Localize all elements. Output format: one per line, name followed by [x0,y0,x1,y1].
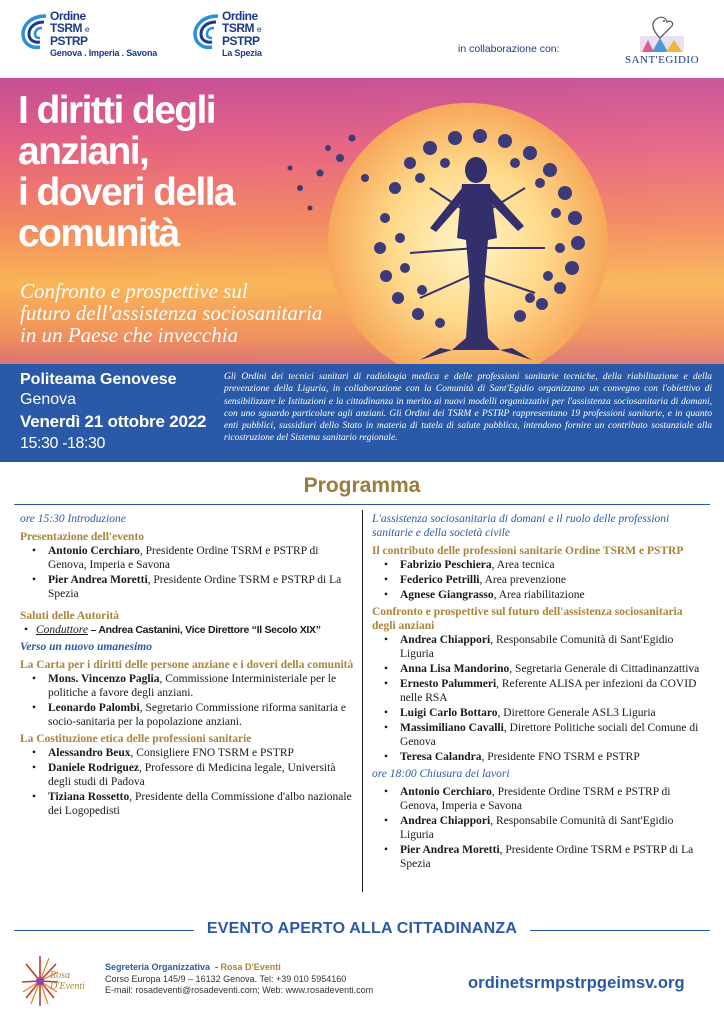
list-item: • Andrea Chiappori, Responsabile Comunità di Sant'Egidio Liguria [372,633,706,661]
logo2-sub: La Spezia [222,48,262,58]
saluti-list [20,623,356,637]
event-title [18,90,234,254]
program-right-column [372,509,706,872]
list-item: • Anna Lisa Mandorino, Segretaria Generale di Cittadinanzattiva [372,662,706,676]
santegidio-text: SANT'EGIDIO [624,54,700,66]
ordine-swirl-icon [20,12,50,52]
contributo-heading: Il contributo delle professioni sanitarie Ordine TSRM e PSTRP [372,545,684,557]
saluti-heading: Saluti delle Autorità [20,610,120,622]
event-date: Venerdì 21 ottobre 2022 [20,412,207,431]
list-item: • Daniele Rodriguez, Professore di Medicina legale, Università degli studi di Padova [20,761,356,789]
divider [14,504,710,505]
santegidio-logo [612,12,712,68]
dove-icon [612,12,712,54]
list-item: • Antonio Cerchiaro, Presidente Ordine TSRM e PSTRP di Genova, Imperia e Savona [20,544,356,572]
venue-block [20,370,206,455]
event-description: Gli Ordini dei tecnici sanitari di radiologia medica e delle professioni sanitarie tecniche, della riabilitazione e della prevenzione della Liguria, in collaborazione con la Comunità di Sant'Egidio organizzano un convegno con l'obiettivo di sensibilizzare le Istituzioni e la cittadinanza in merito ai nuovi modelli organizzativi per l'assistenza sociosanitaria di domani, con uno sguardo particolare agli anziani. Gli Ordini dei TSRM e PSTRP rappresentano 19 professioni sanitarie, e in quanto enti pubblici, sussidiari dello Stato in materia di tutela di salute pubblica, intendono fornire un contributo sostanziale alla ricostruzione del Sistema sanitario regionale. [224,372,712,444]
costituzione-heading: La Costituzione etica delle professioni sanitarie [20,733,252,745]
venue-name: Politeama Genovese [20,371,177,388]
assistenza-heading: L'assistenza sociosanitaria di domani e il ruolo delle professioni sanitarie e della società civile [372,513,670,539]
title-line-2: anziani, [18,130,149,173]
segreteria-contacts: E-mail: rosadeventi@rosadeventi.com; Web: www.rosadeventi.com [105,985,374,995]
list-item: • Mons. Vincenzo Paglia, Commissione Interministeriale per le politiche a favore degli anziani. [20,672,356,700]
divider [530,930,710,931]
list-item: • Pier Andrea Moretti, Presidente Ordine TSRM e PSTRP di La Spezia [20,573,356,601]
carta-list [20,672,356,729]
confronto-list [372,633,706,764]
list-item: • Antonio Cerchiaro, Presidente Ordine TSRM e PSTRP di Genova, Imperia e Savona [372,785,706,813]
presentazione-list [20,544,356,601]
list-item: • Agnese Giangrasso, Area riabilitazione [372,588,706,602]
list-item: • Luigi Carlo Bottaro, Direttore Generale ASL3 Liguria [372,706,706,720]
venue-city: Genova [20,391,77,408]
segreteria-address: Corso Europa 145/9 – 16132 Genova. Tel: +39 010 5954160 [105,973,347,984]
intro-time: ore 15:30 Introduzione [20,513,126,525]
list-item: • Ernesto Palummeri, Referente ALISA per infezioni da COVID nelle RSA [372,677,706,705]
list-item: • Federico Petrilli, Area prevenzione [372,573,706,587]
ordine-genova-logo [20,10,180,68]
website-link[interactable]: ordinetsrmpstrpgeimsv.org [468,974,685,992]
logo2-line1: Ordine [222,9,258,23]
list-item: • Tiziana Rossetto, Presidente della Commissione d'albo nazionale dei Logopedisti [20,790,356,818]
subtitle-line-3: in un Paese che invecchia [20,323,239,347]
hero-banner [0,78,724,364]
list-item: • Teresa Calandra, Presidente FNO TSRM e PSTRP [372,750,706,764]
segreteria-title: Segreteria Organizzativa - Rosa D'Eventi [105,962,281,972]
list-item: • Pier Andrea Moretti, Presidente Ordine TSRM e PSTRP di La Spezia [372,843,706,871]
chiusura-list [372,785,706,871]
list-item: • Andrea Chiappori, Responsabile Comunità di Sant'Egidio Liguria [372,814,706,842]
carta-heading: La Carta per i diritti delle persone anziane e i doveri della comunità [20,659,354,671]
event-time: 15:30 -18:30 [20,435,106,452]
verso-heading: Verso un nuovo umanesimo [20,641,152,653]
subtitle-line-2: futuro dell'assistenza sociosanitaria [20,301,323,325]
logo2-line2: TSRM e [222,21,262,35]
subtitle-line-1: Confronto e prospettive sul [20,279,248,303]
rosa-deventi-logo [20,952,98,1010]
ordine-swirl-icon [192,12,222,52]
title-line-1: I diritti degli [18,89,215,132]
list-item: • Leonardo Palombi, Segretario Commissione riforma sanitaria e socio-sanitaria per la popolazione anziani. [20,701,356,729]
contributo-list [372,558,706,602]
list-item: • Fabrizio Peschiera, Area tecnica [372,558,706,572]
logo1-line2: TSRM e [50,21,90,35]
title-line-3: i doveri della [18,171,235,214]
collaboration-label: in collaborazione con: [458,43,560,55]
programma-title: Programma [303,474,421,497]
title-line-4: comunità [18,212,179,255]
ordine-laspezia-logo [192,10,292,68]
confronto-heading: Confronto e prospettive sul futuro dell'assistenza sociosanitaria degli anziani [372,606,683,632]
segreteria-block [105,962,373,997]
list-item: • Alessandro Beux, Consigliere FNO TSRM e PSTRP [20,746,356,760]
event-info-band [0,364,724,462]
event-subtitle [20,280,322,346]
list-item: • Massimiliano Cavalli, Direttore Politiche sociali del Comune di Genova [372,721,706,749]
header [0,0,724,78]
logo1-line1: Ordine [50,9,86,23]
list-item: • Conduttore – Andrea Castanini, Vice Direttore “Il Secolo XIX” [20,623,356,637]
program-left-column [20,509,356,819]
logo1-line3: PSTRP [50,34,88,48]
open-event-banner: EVENTO APERTO ALLA CITTADINANZA [206,920,518,937]
chiusura-time: ore 18:00 Chiusura dei lavori [372,768,510,780]
logo2-line3: PSTRP [222,34,260,48]
column-divider [362,510,363,892]
logo1-sub: Genova . Imperia . Savona [50,48,158,58]
presentazione-heading: Presentazione dell'evento [20,531,145,543]
costituzione-list [20,746,356,818]
rosa-logo-text: Rosa D'Eventi [50,970,85,992]
